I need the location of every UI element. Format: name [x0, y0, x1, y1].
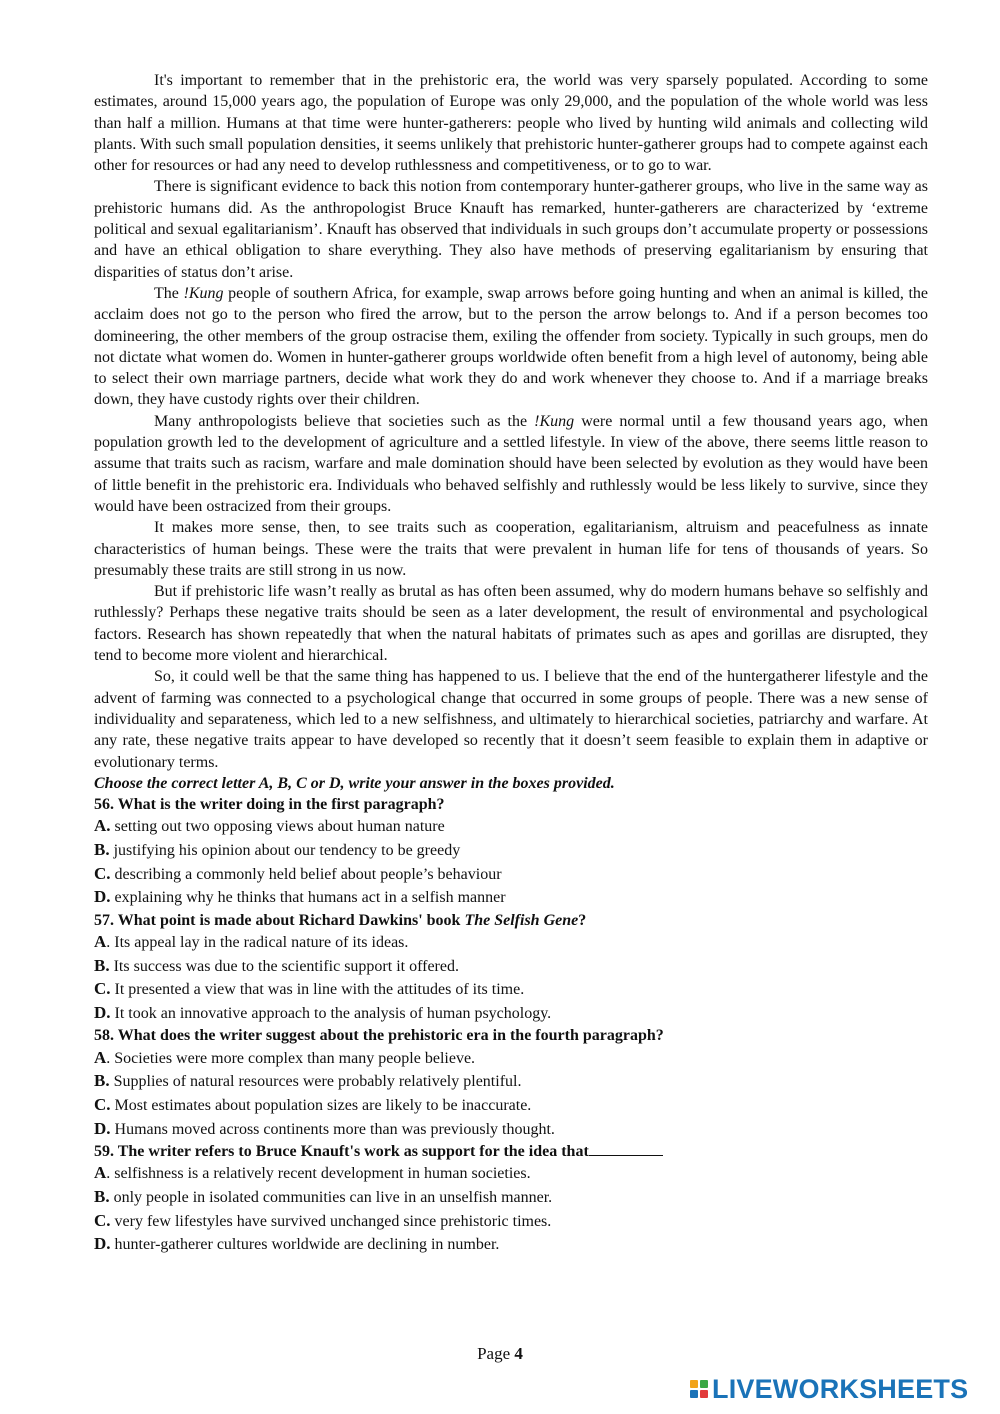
question-stem [94, 1025, 928, 1046]
option-letter: D. [94, 1234, 111, 1254]
passage-paragraph [94, 70, 928, 176]
text-run: It's important to remember that in the prehistoric era, the world was very sparsely populated. According to some estimates, around 15,000 years ago, the population of Europe was only 29,000, and the population of the whole world was less than half a million. Humans at that time were hunter-gatherers: people who lived by hunting wild animals and collecting wild plants. With such small population densities, it seems unlikely that prehistoric hunter-gatherer groups had to compete against each other for resources or had any need to develop ruthlessness and competitiveness, or to go to war. [94, 72, 928, 175]
option-text: . Its appeal lay in the radical nature of its ideas. [106, 934, 409, 952]
option-text: describing a commonly held belief about people’s behaviour [110, 865, 502, 883]
option-text: hunter-gatherer cultures worldwide are declining in number. [110, 1236, 500, 1254]
page-label: Page [477, 1344, 515, 1363]
answer-option [94, 839, 928, 863]
text-run: were normal until a few thousand years ago, when population growth led to the development of agriculture and a settled lifestyle. In view of the above, there seems little reason to assume that traits such as racism, warfare and male domination should have been selected by evolution as they would have been of little benefit in the prehistoric era. Individuals who behaved selfishly and ruthlessly would be less likely to survive, since they would have been ostracized from their groups. [94, 412, 928, 515]
answer-option [94, 1002, 928, 1026]
option-text: explaining why he thinks that humans act in a selfish manner [110, 889, 506, 907]
option-letter: D. [94, 887, 111, 907]
question-stem [94, 910, 928, 931]
answer-option [94, 1094, 928, 1118]
question-block [94, 794, 928, 910]
answer-option [94, 1047, 928, 1071]
question-block [94, 910, 928, 1026]
reading-passage [94, 70, 928, 773]
text-run: There is significant evidence to back this notion from contemporary hunter-gatherer groups, who live in the same way as prehistoric humans did. As the anthropologist Bruce Knauft has remarked, hunter-gatherers are characterized by ‘extreme political and sexual egalitarianism’. Knauft has observed that individuals in such groups don’t accumulate property or possessions and have an ethical obligation to share everything. They also have methods of preserving egalitarianism by ensuring that disparities of status don’t arise. [94, 178, 928, 281]
option-letter: D. [94, 1118, 111, 1138]
option-letter: B. [94, 1071, 110, 1091]
option-letter: A [94, 1163, 107, 1183]
answer-option [94, 1118, 928, 1142]
passage-paragraph [94, 176, 928, 282]
option-text: Most estimates about population sizes are likely to be inaccurate. [110, 1096, 532, 1114]
text-run: Many anthropologists believe that societies such as the [154, 412, 535, 430]
text-run: So, it could well be that the same thing has happened to us. I believe that the end of the huntergatherer lifestyle and the advent of farming was connected to a psychological change that occurred in some groups of people. There was a new sense of individuality and separateness, which led to a new selfishness, and ultimately to hierarchical societies, patriarchy and warfare. At any rate, these negative traits appear to have developed so recently that it doesn’t seem feasible to explain them in adaptive or evolutionary terms. [94, 668, 928, 771]
question-block [94, 1141, 928, 1257]
option-letter: A [94, 932, 107, 952]
passage-paragraph [94, 666, 928, 772]
option-text: Supplies of natural resources were probably relatively plentiful. [109, 1073, 522, 1091]
passage-paragraph [94, 581, 928, 666]
option-letter: C. [94, 1094, 111, 1114]
answer-option [94, 886, 928, 910]
text-run: It makes more sense, then, to see traits such as cooperation, egalitarianism, altruism and peacefulness as innate characteristics of human beings. These were the traits that were prevalent in human life for tens of thousands of years. So presumably these traits are still strong in us now. [94, 519, 928, 579]
answer-option [94, 978, 928, 1002]
logo-square-icon [700, 1390, 708, 1398]
option-text: setting out two opposing views about human nature [110, 818, 445, 836]
option-text: only people in isolated communities can live in an unselfish manner. [109, 1189, 553, 1206]
option-text: very few lifestyles have survived unchanged since prehistoric times. [110, 1212, 552, 1230]
option-letter: A [94, 1047, 107, 1067]
question-block [94, 1025, 928, 1141]
passage-paragraph [94, 517, 928, 581]
answer-option [94, 1162, 928, 1186]
italic-text: !Kung [183, 284, 224, 302]
text-run: people of southern Africa, for example, swap arrows before going hunting and when an animal is killed, the acclaim does not go to the person who fired the arrow, but to the person the arrow belongs to. And if a person becomes too domineering, the other members of the group ostracise them, exiling the offender from society. Typically in such groups, men do not dictate what women do. Women in hunter-gatherer groups worldwide often benefit from a high level of autonomy, being able to select their own marriage partners, decide what work they do and work whenever they choose to. And if a marriage breaks down, they have custody rights over their children. [94, 284, 929, 409]
option-text: Humans moved across continents more than was previously thought. [110, 1120, 555, 1138]
text-run: 56. What is the writer doing in the first paragraph? [94, 796, 445, 814]
option-letter: B. [94, 1187, 110, 1206]
option-text: It presented a view that was in line with the attitudes of its time. [110, 981, 525, 999]
option-letter: C. [94, 863, 111, 883]
italic-text: The Selfish Gene [464, 911, 579, 929]
instruction-text: Choose the correct letter A, B, C or D, write your answer in the boxes provided. [94, 774, 615, 792]
passage-paragraph [94, 411, 928, 517]
answer-option [94, 815, 928, 839]
worksheet-page [94, 70, 928, 1257]
page-footer [0, 1344, 1000, 1364]
option-text: It took an innovative approach to the analysis of human psychology. [110, 1004, 552, 1022]
brand-name: LIVEWORKSHEETS [712, 1373, 969, 1404]
italic-text: !Kung [534, 412, 575, 430]
option-text: justifying his opinion about our tendency to be greedy [109, 841, 461, 859]
text-run: ? [578, 911, 587, 929]
answer-option [94, 931, 928, 955]
option-letter: D. [94, 1002, 111, 1022]
option-letter: C. [94, 1210, 111, 1230]
answer-option [94, 863, 928, 887]
option-letter: A. [94, 816, 111, 836]
liveworksheets-logo [690, 1374, 968, 1404]
answer-option [94, 1233, 928, 1257]
question-stem [94, 1141, 928, 1162]
option-text: . Societies were more complex than many people believe. [106, 1049, 476, 1067]
logo-grid-icon [690, 1380, 708, 1398]
option-text: . selfishness is a relatively recent development in human societies. [106, 1165, 531, 1183]
page-number: 4 [514, 1344, 523, 1363]
text-run: 58. What does the writer suggest about the prehistoric era in the fourth paragraph? [94, 1027, 664, 1045]
answer-option [94, 1210, 928, 1234]
answer-option [94, 1186, 928, 1210]
text-run: But if prehistoric life wasn’t really as brutal as has often been assumed, why do modern humans behave so selfishly and ruthlessly? Perhaps these negative traits should be seen as a later development, the result of environmental and psychological factors. Research has shown repeatedly that when the natural habitats of primates such as apes and gorillas are disrupted, they tend to become more violent and hierarchical. [94, 583, 928, 665]
option-letter: B. [94, 955, 110, 975]
question-stem [94, 794, 928, 815]
question-list [94, 794, 928, 1257]
text-run: 59. The writer refers to Bruce Knauft's work as support for the idea that [94, 1143, 589, 1161]
text-run: The [154, 284, 184, 302]
answer-option [94, 955, 928, 979]
answer-option [94, 1070, 928, 1094]
answer-blank [589, 1141, 663, 1156]
logo-square-icon [690, 1380, 698, 1388]
option-letter: C. [94, 979, 111, 999]
passage-paragraph [94, 283, 928, 411]
logo-square-icon [700, 1380, 708, 1388]
option-letter: B. [94, 839, 110, 859]
logo-square-icon [690, 1390, 698, 1398]
option-text: Its success was due to the scientific support it offered. [109, 957, 459, 975]
text-run: 57. What point is made about Richard Dawkins' book [94, 911, 465, 929]
